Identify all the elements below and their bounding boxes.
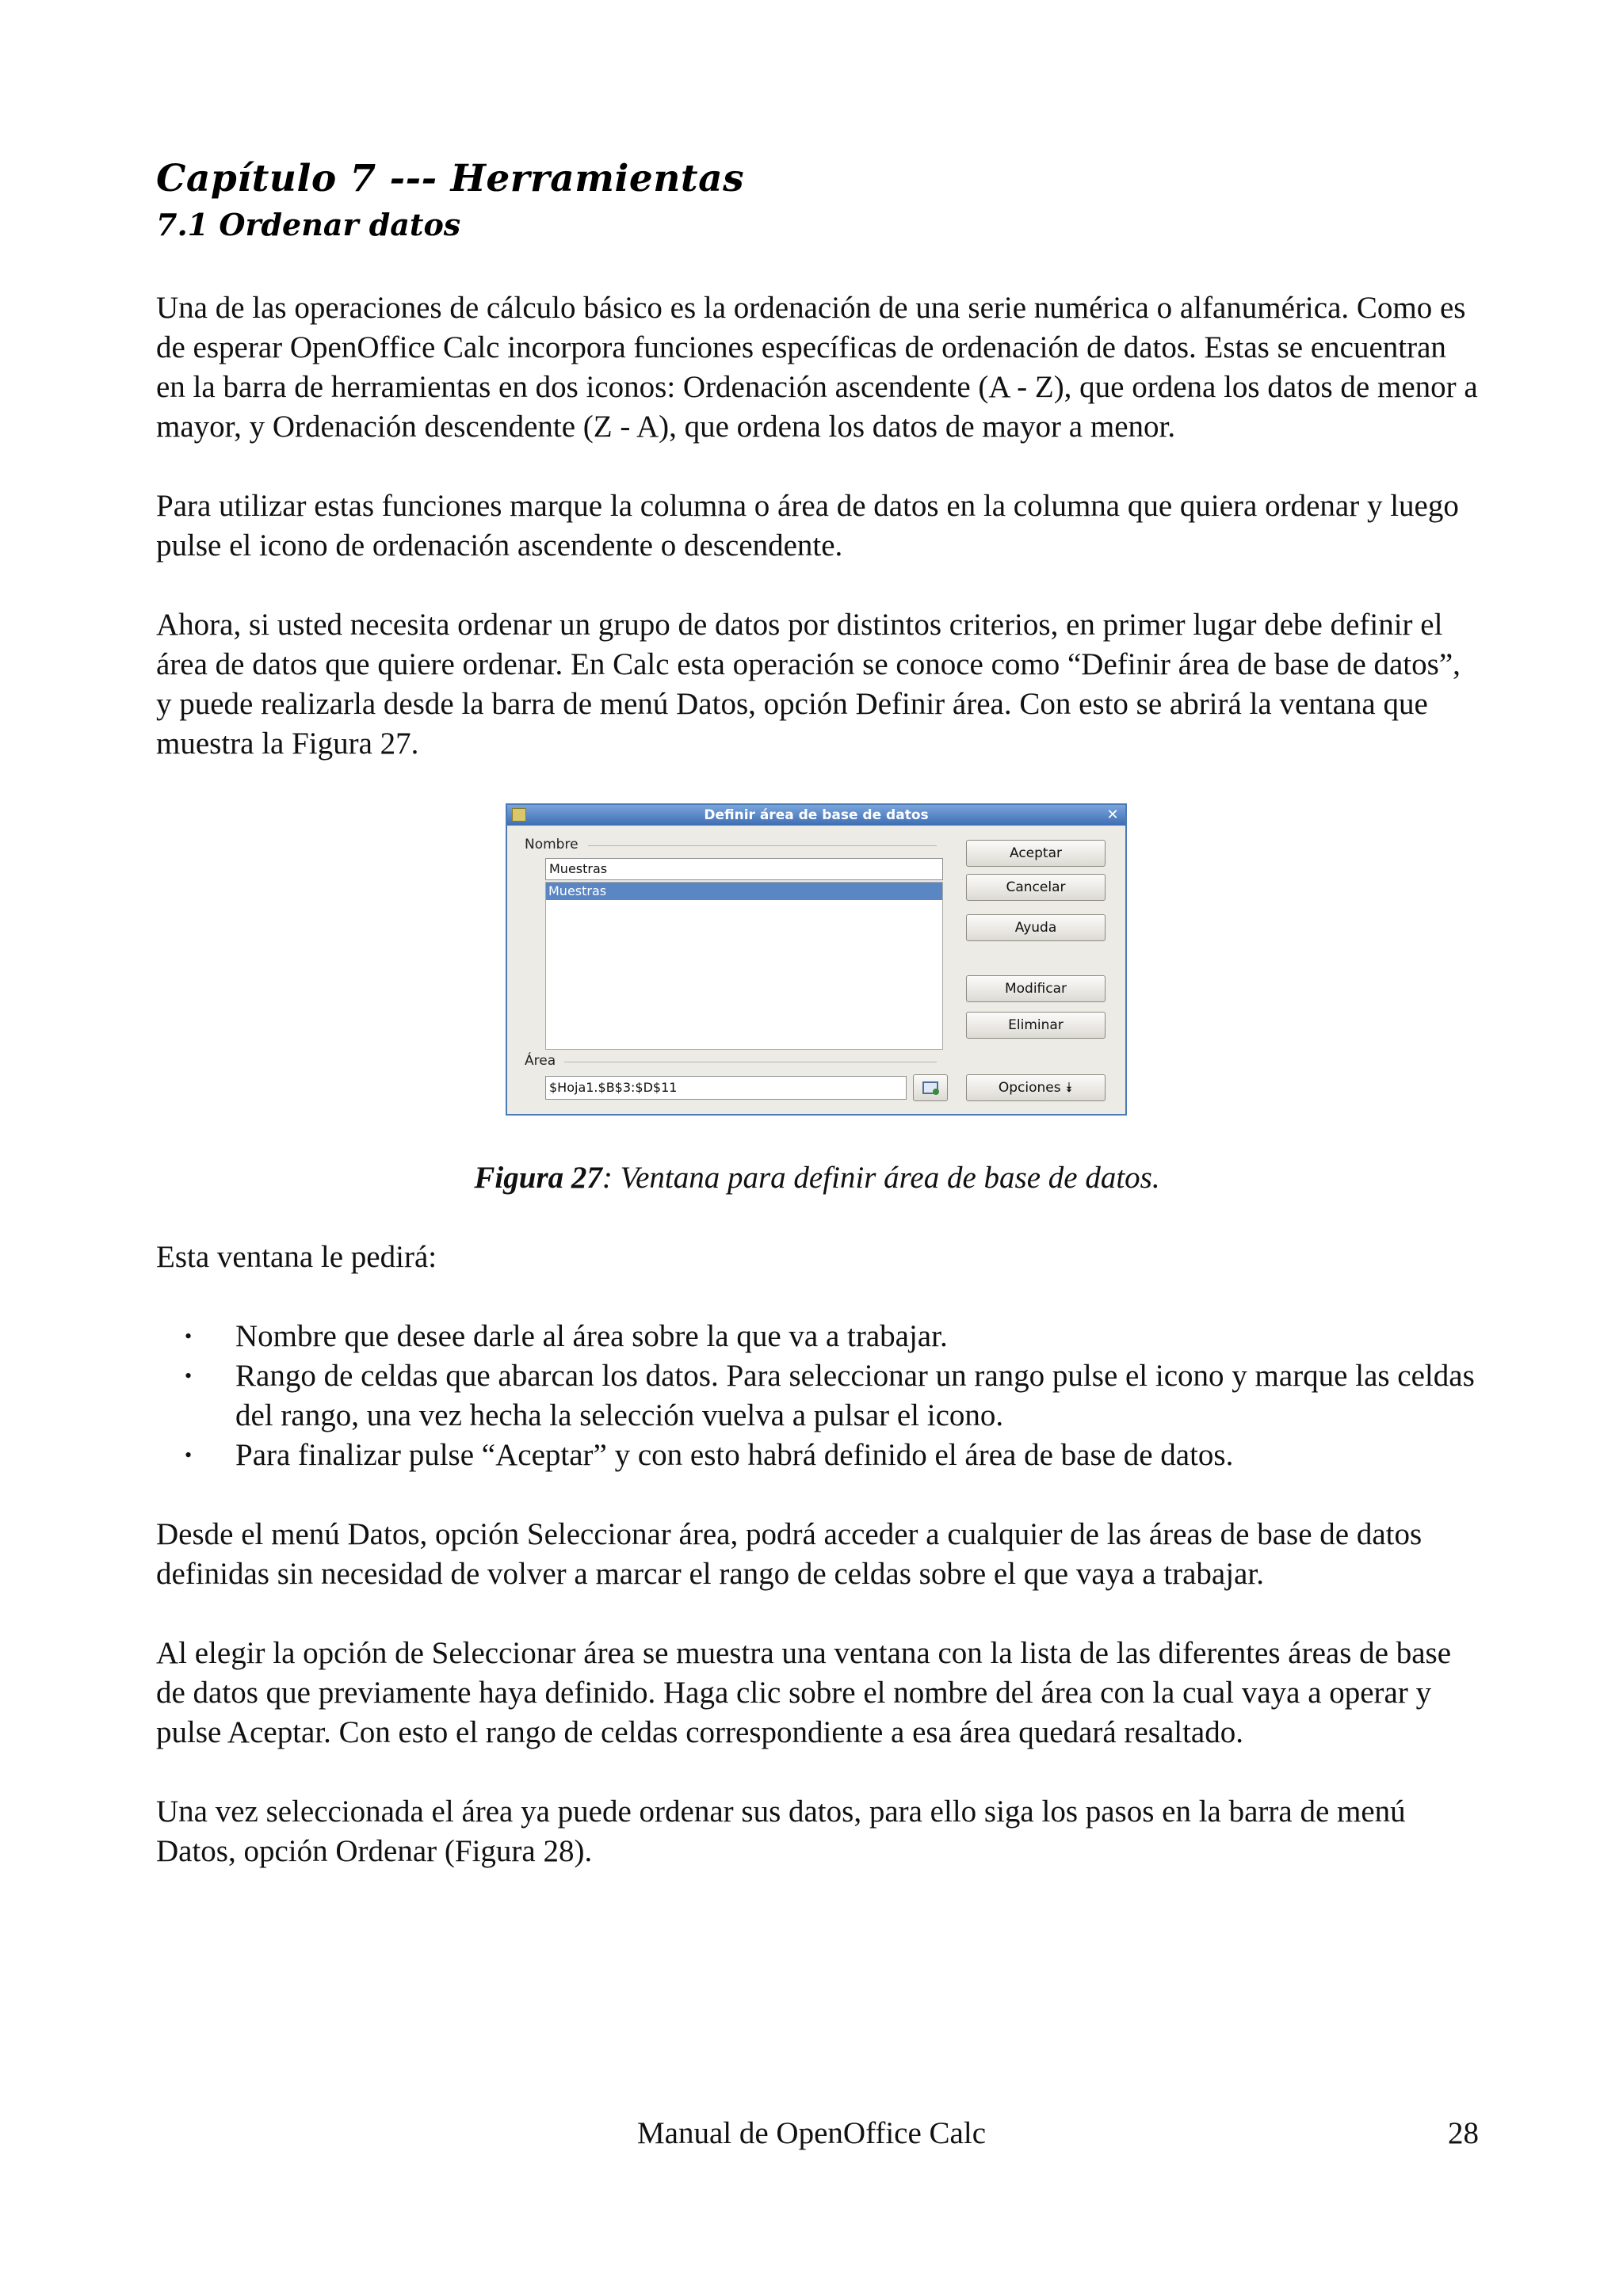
bullet-list	[156, 1317, 1478, 1475]
figure-caption	[156, 1158, 1478, 1198]
page-content	[156, 155, 1478, 1911]
bullet-icon: •	[185, 1364, 193, 1387]
caption-text: : Ventana para definir área de base de datos.	[601, 1161, 1160, 1195]
delete-button[interactable]: Eliminar	[966, 1012, 1106, 1039]
area-input[interactable]: $Hoja1.$B$3:$D$11	[545, 1076, 907, 1100]
section-title: 7.1 Ordenar datos	[156, 207, 461, 242]
options-button[interactable]: Opciones ⯯	[966, 1074, 1106, 1101]
paragraph-5: Desde el menú Datos, opción Seleccionar área, podrá acceder a cualquier de las áreas de base de datos definidas sin necesidad de volver a marcar el rango de celdas sobre el que vaya a trabajar.	[156, 1517, 1423, 1591]
list-item	[156, 1356, 1478, 1436]
modify-button[interactable]: Modificar	[966, 975, 1106, 1002]
footer-title: Manual de OpenOffice Calc	[636, 2116, 987, 2150]
shrink-button[interactable]	[913, 1074, 948, 1101]
cancel-button[interactable]: Cancelar	[966, 874, 1106, 901]
bullet-text: Rango de celdas que abarcan los datos. Para seleccionar un rango pulse el icono y marque las celdas del rango, una vez hecha la selección vuelva a pulsar el icono.	[235, 1359, 1475, 1432]
define-database-range-dialog	[506, 803, 1127, 1116]
page-number: 28	[1448, 2116, 1479, 2150]
help-button[interactable]: Ayuda	[966, 914, 1106, 941]
paragraph-1: Una de las operaciones de cálculo básico es la ordenación de una serie numérica o alfanumérica. Como es de esperar OpenOffice Calc incorpora funciones específicas de ordenación de datos. Estas se encuentran en la barra de herramientas en dos iconos: Ordenación ascendente (A - Z), que ordena los datos de menor a mayor, y Ordenación descendente (Z - A), que ordena los datos de mayor a menor.	[156, 291, 1478, 444]
list-item[interactable]: Muestras	[546, 883, 942, 900]
dialog-title: Definir área de base de datos	[704, 807, 929, 823]
paragraph-3: Ahora, si usted necesita ordenar un grupo de datos por distintos criterios, en primer lugar debe definir el área de datos que quiere ordenar. En Calc esta operación se conoce como “Definir área de base de datos”, y puede realizarla desde la barra de menú Datos, opción Definir área. Con esto se abrirá la ventana que muestra la Figura 27.	[156, 608, 1461, 761]
paragraph-6: Al elegir la opción de Seleccionar área se muestra una ventana con la lista de las diferentes áreas de base de datos que previamente haya definido. Haga clic sobre el nombre del área con la cual vaya a operar y pulse Aceptar. Con esto el rango de celdas correspondiente a esa área quedará resaltado.	[156, 1636, 1452, 1749]
figure-27	[156, 803, 1478, 1120]
name-label: Nombre	[525, 837, 579, 852]
shrink-icon	[922, 1081, 938, 1094]
chapter-title: Capítulo 7 --- Herramientas	[156, 157, 745, 200]
paragraph-4: Esta ventana le pedirá:	[156, 1240, 437, 1274]
ok-button[interactable]: Aceptar	[966, 840, 1106, 867]
area-label: Área	[525, 1053, 556, 1069]
app-icon	[512, 808, 526, 822]
name-input[interactable]: Muestras	[545, 858, 943, 880]
list-item	[156, 1436, 1478, 1475]
bullet-text: Para finalizar pulse “Aceptar” y con esto habrá definido el área de base de datos.	[235, 1438, 1234, 1472]
bullet-icon: •	[185, 1325, 193, 1348]
name-group-divider	[588, 845, 937, 846]
paragraph-7: Una vez seleccionada el área ya puede ordenar sus datos, para ello siga los pasos en la barra de menú Datos, opción Ordenar (Figura 28).	[156, 1794, 1406, 1868]
paragraph-2: Para utilizar estas funciones marque la columna o área de datos en la columna que quiera ordenar y luego pulse el icono de ordenación ascendente o descendente.	[156, 489, 1459, 563]
bullet-icon: •	[185, 1444, 193, 1466]
list-item	[156, 1317, 1478, 1356]
close-icon[interactable]: ✕	[1106, 807, 1119, 823]
range-list[interactable]	[545, 882, 943, 1050]
dialog-titlebar	[507, 805, 1125, 826]
bullet-text: Nombre que desee darle al área sobre la que va a trabajar.	[235, 1319, 948, 1353]
caption-label: Figura 27	[474, 1161, 602, 1195]
